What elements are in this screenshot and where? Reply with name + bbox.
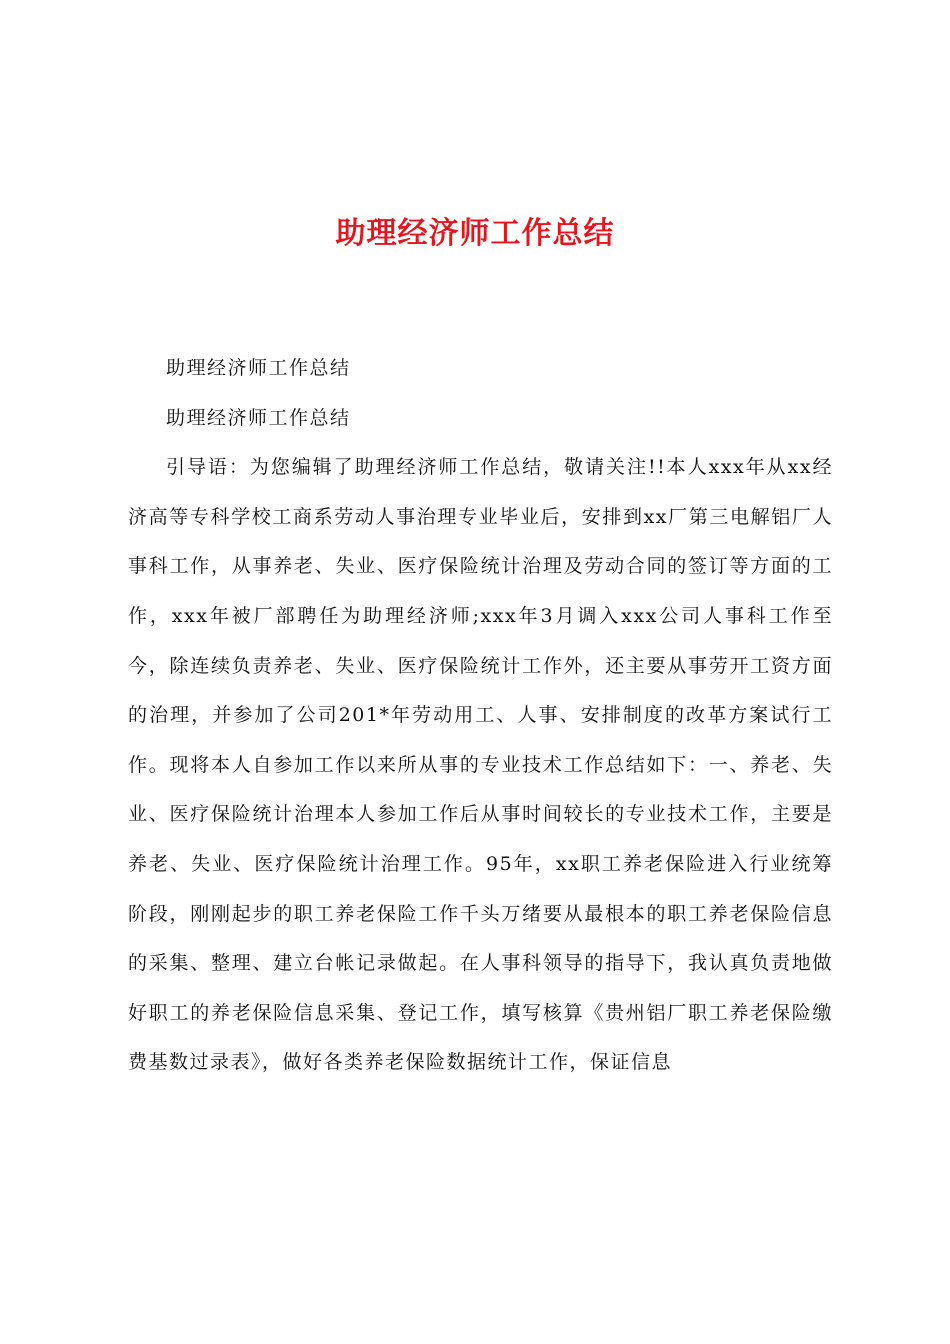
paragraph-heading-2: 助理经济师工作总结 bbox=[166, 406, 351, 429]
document-body bbox=[128, 344, 833, 1088]
document-title: 助理经济师工作总结 bbox=[335, 216, 615, 251]
paragraph-main: 引导语：为您编辑了助理经济师工作总结，敬请关注!!本人xxx年从xx经济高等专科学校工商系劳动人事治理专业毕业后，安排到xx厂第三电解铝厂人事科工作，从事养老、失业、医疗保险统计治理及劳动合同的签订等方面的工作，xxx年被厂部聘任为助理经济师;xxx年3月调入xxx公司人事科工作至今，除连续负责养老、失业、医疗保险统计工作外，还主要从事劳开工资方面的治理，并参加了公司201*年劳动用工、人事、安排制度的改革方案试行工作。现将本人自参加工作以来所从事的专业技术工作总结如下：一、养老、失业、医疗保险统计治理本人参加工作后从事时间较长的专业技术工作，主要是养老、失业、医疗保险统计治理工作。95年，xx职工养老保险进入行业统筹阶段，刚刚起步的职工养老保险工作千头万绪要从最根本的职工养老保险信息的采集、整理、建立台帐记录做起。在人事科领导的指导下，我认真负责地做好职工的养老保险信息采集、登记工作，填写核算《贵州铝厂职工养老保险缴费基数过录表》，做好各类养老保险数据统计工作，保证信息 bbox=[128, 456, 833, 1074]
paragraph-heading-1: 助理经济师工作总结 bbox=[166, 357, 351, 379]
